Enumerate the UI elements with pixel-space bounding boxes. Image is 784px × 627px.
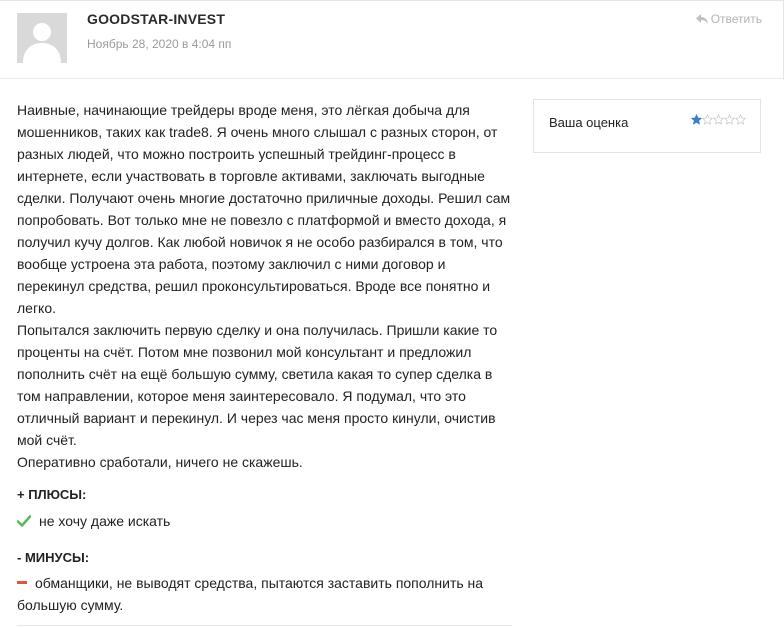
star-icon[interactable] <box>713 114 724 125</box>
reply-button[interactable] <box>696 12 762 26</box>
check-icon <box>17 514 31 528</box>
star-icon[interactable] <box>735 114 746 125</box>
bottom-divider <box>17 625 512 626</box>
pros-text: не хочу даже искать <box>39 513 171 529</box>
star-icon[interactable] <box>702 114 713 125</box>
rating-stars[interactable] <box>691 114 746 125</box>
star-icon[interactable] <box>724 114 735 125</box>
reply-arrow-icon <box>696 14 708 24</box>
comment-paragraph-1: Наивные, начинающие трейдеры вроде меня, это лёгкая добыча для мошенников, таких как trade8. Я очень много слышал с разных сторон, от разных людей, что можно построить успешный трейдинг-процесс в интернете, если участвовать в торговле активами, заключать выгодные сделки. Получают очень многие достаточно приличные доходы. Решил сам попробовать. Вот только мне не повезло с платформой и вместо дохода, я получил кучу долгов. Как любой новичок я не особо разбирался в том, что вообще устроена эта работа, поэтому заключил с ними договор и перекинул средства, решил проконсультироваться. Вроде все понятно и легко. <box>17 102 511 316</box>
comment-paragraph-3: Оперативно сработали, ничего не скажешь. <box>17 454 303 470</box>
pros-title: + ПЛЮСЫ: <box>17 487 87 502</box>
cons-item <box>17 572 512 616</box>
cons-text: обманщики, не выводят средства, пытаются заставить пополнить на большую сумму. <box>17 575 484 613</box>
reply-label[interactable]: Ответить <box>710 12 762 26</box>
top-border <box>0 0 784 1</box>
minus-icon <box>17 581 27 584</box>
rating-label: Ваша оценка <box>549 115 629 130</box>
pros-item <box>17 510 512 532</box>
star-icon[interactable] <box>691 114 702 125</box>
header-divider <box>0 78 784 79</box>
avatar <box>17 13 67 63</box>
author-name: GOODSTAR-INVEST <box>87 11 226 27</box>
comment-paragraph-2: Попытался заключить первую сделку и она получилась. Пришли какие то проценты на счёт. Потом мне позвонил мой консультант и предложил пополнить счёт на ещё большую сумму, светила какая то супер сделка в том направлении, которое меня заинтересовало. Я подумал, что это отличный вариант и перекинул. И через час меня просто кинули, очистив мой счёт. <box>17 322 498 448</box>
comment-body <box>17 99 512 473</box>
comment-date[interactable]: Ноябрь 28, 2020 в 4:04 пп <box>87 37 232 51</box>
rating-box <box>533 99 761 153</box>
user-silhouette-icon <box>17 13 67 63</box>
cons-title: - МИНУСЫ: <box>17 550 90 565</box>
